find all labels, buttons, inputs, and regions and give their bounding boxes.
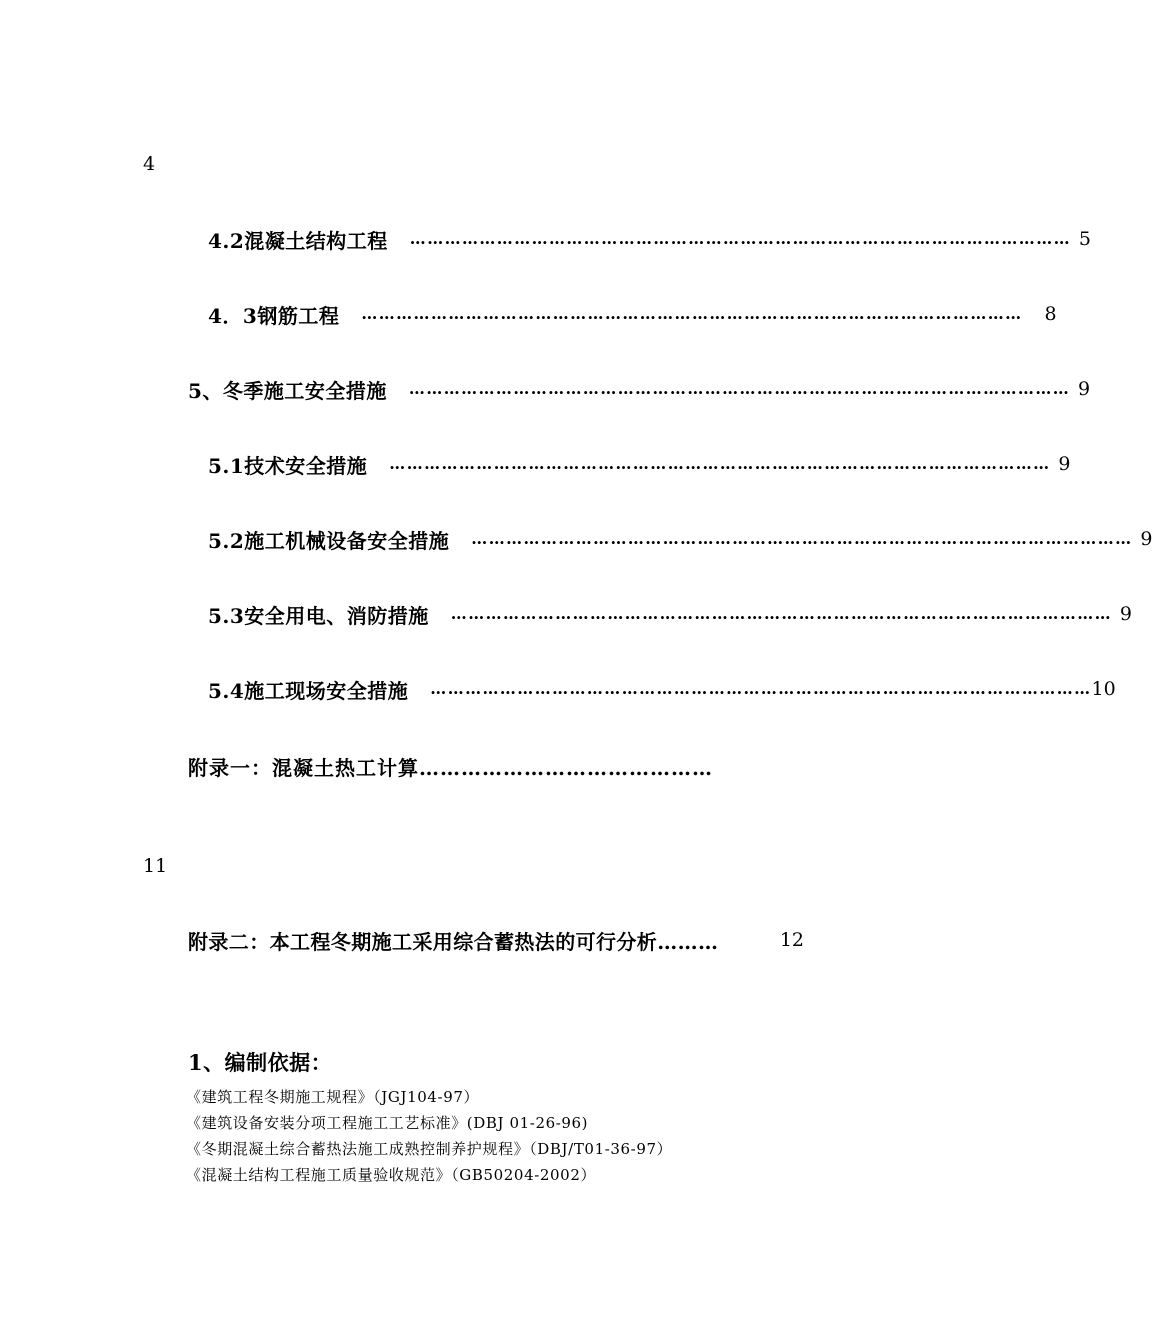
toc-entry-label: 附录二：本工程冬期施工采用综合蓄热法的可行分析……… <box>188 929 719 954</box>
toc-entry-page: 5 <box>1078 228 1091 250</box>
reference-item: 《建筑工程冬期施工规程》（JGJ104-97） <box>186 1088 480 1106</box>
toc-entry-page: 9 <box>1119 603 1132 625</box>
toc-page-number: 4 <box>143 153 156 175</box>
toc-entry-page: 8 <box>1044 303 1057 325</box>
toc-entry-page: 9 <box>1058 453 1071 475</box>
toc-appendix-1[interactable]: 附录一：混凝土热工计算…………………………………… <box>188 756 713 780</box>
toc-leader-dots: …………………………………………………………………………………………………… <box>389 454 1051 473</box>
toc-leader-dots: …………………………………………………………………………………………………… <box>361 304 1023 323</box>
toc-leader-dots: …………………………………………………………………………………………………… <box>471 529 1133 548</box>
toc-page-number: 11 <box>143 855 168 877</box>
toc-entry[interactable] <box>208 599 1132 629</box>
toc-entry-label: 5.4施工现场安全措施 <box>208 678 409 703</box>
toc-entry[interactable] <box>208 524 1153 554</box>
reference-item: 《建筑设备安装分项工程施工工艺标准》(DBJ 01-26-96) <box>186 1114 589 1132</box>
toc-entry[interactable] <box>188 374 1091 404</box>
toc-entry-appendix-2[interactable] <box>188 925 804 955</box>
toc-entry[interactable] <box>208 449 1071 479</box>
toc-entry[interactable] <box>208 674 1116 704</box>
reference-item: 《冬期混凝土综合蓄热法施工成熟控制养护规程》（DBJ/T01-36-97） <box>186 1140 673 1158</box>
toc-entry[interactable] <box>208 224 1091 254</box>
toc-entry-label: 4．3钢筋工程 <box>208 303 340 328</box>
reference-item: 《混凝土结构工程施工质量验收规范》（GB50204-2002） <box>186 1166 597 1184</box>
section-heading: 1、编制依据： <box>188 1050 333 1075</box>
toc-entry-page: 9 <box>1140 528 1153 550</box>
toc-leader-dots: …………………………………………………………………………………………………… <box>430 679 1092 698</box>
toc-entry-label: 5、冬季施工安全措施 <box>188 378 387 403</box>
toc-entry-label: 5.3安全用电、消防措施 <box>208 603 429 628</box>
toc-leader-dots: …………………………………………………………………………………………………… <box>409 229 1071 248</box>
toc-entry-page: 12 <box>779 929 804 951</box>
reference-list <box>186 1084 672 1188</box>
toc-leader-dots: …………………………………………………………………………………………………… <box>408 379 1071 398</box>
toc-entry-label: 4.2混凝土结构工程 <box>208 228 388 253</box>
toc-entry[interactable] <box>208 299 1057 329</box>
toc-entry-label: 5.1技术安全措施 <box>208 453 368 478</box>
toc-entry-label: 5.2施工机械设备安全措施 <box>208 528 450 553</box>
toc-leader-dots: …………………………………………………………………………………………………… <box>450 604 1112 623</box>
toc-entry-page: 10 <box>1091 678 1116 700</box>
toc-entry-page: 9 <box>1078 378 1091 400</box>
